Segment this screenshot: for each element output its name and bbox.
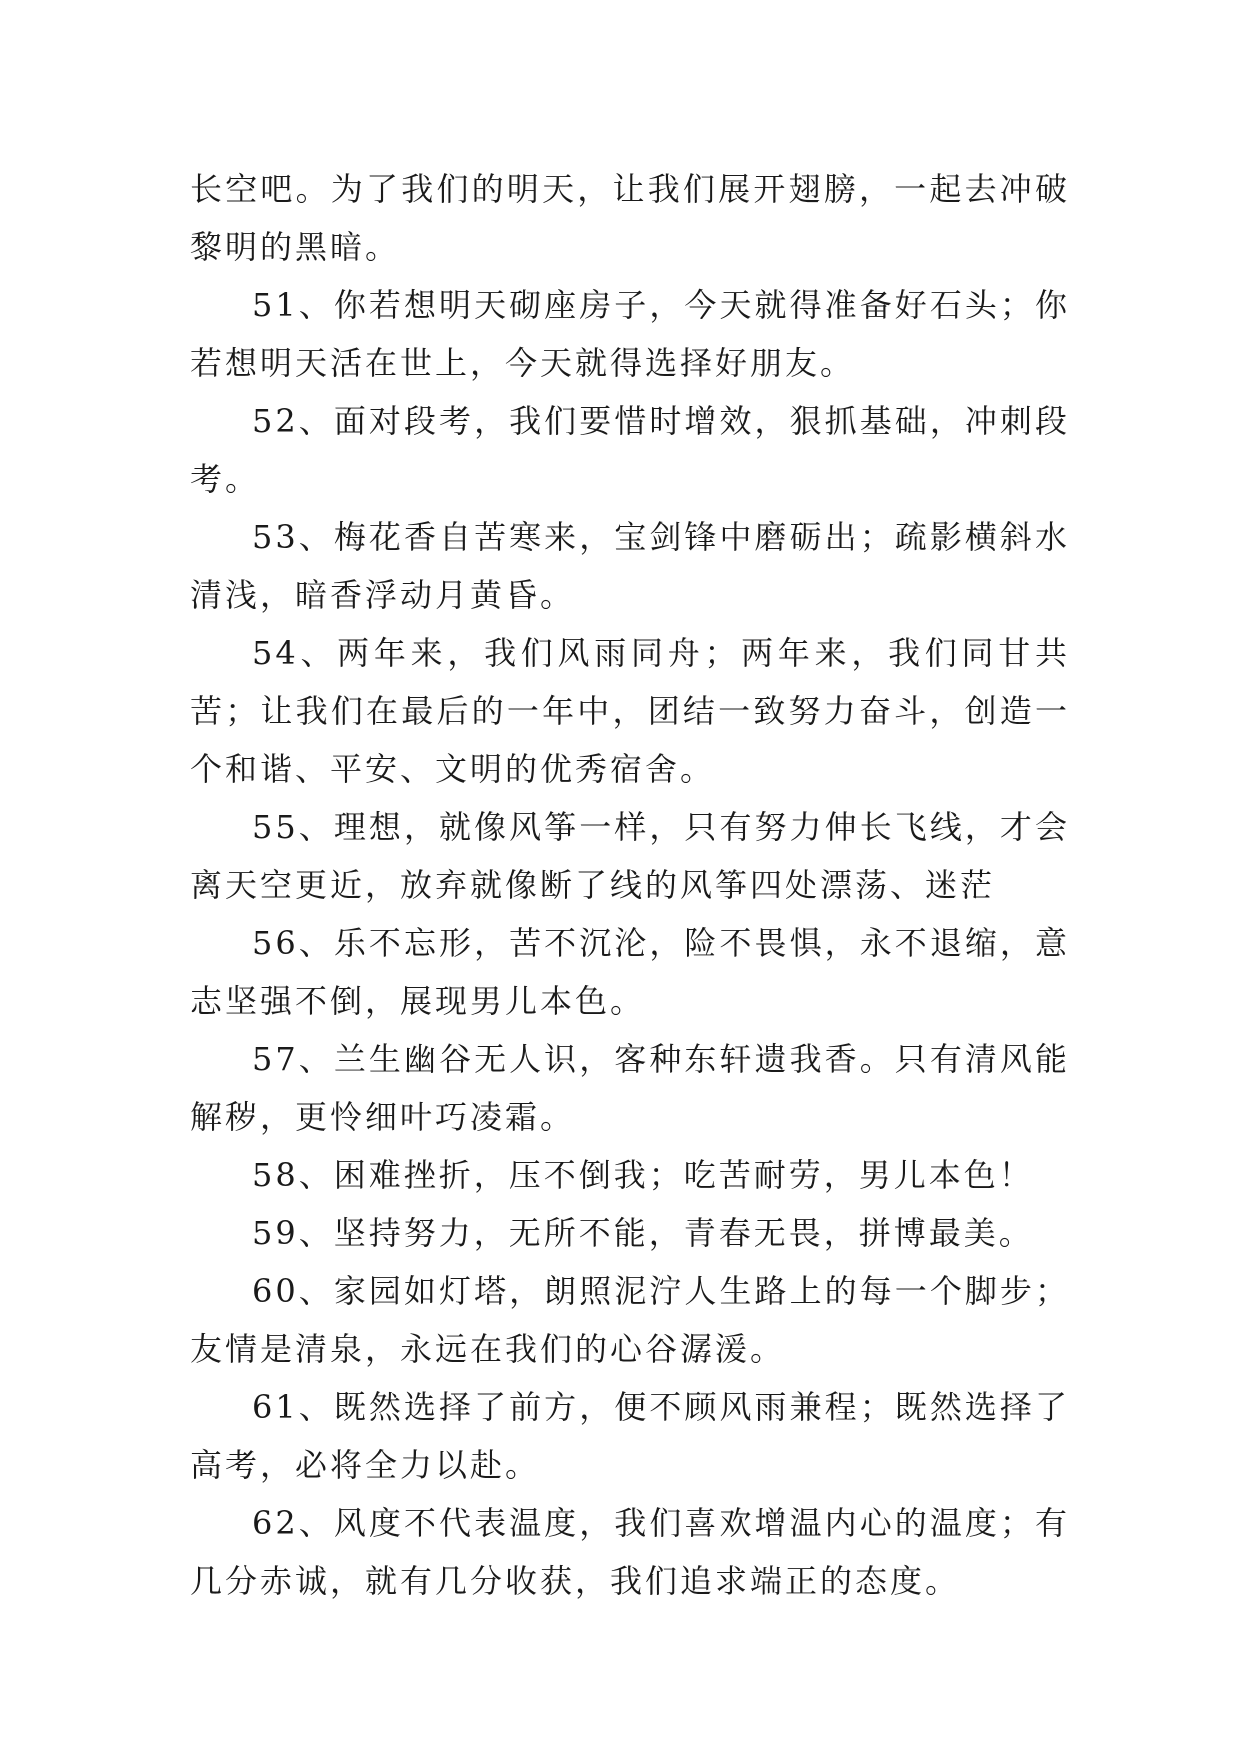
paragraph-continuation: 长空吧。为了我们的明天，让我们展开翅膀，一起去冲破黎明的黑暗。 [190,170,1070,266]
paragraph-59: 59、坚持努力，无所不能，青春无畏，拼博最美。 [252,1214,1034,1252]
document-body [190,160,1070,1610]
paragraph-51: 51、你若想明天砌座房子，今天就得准备好石头；你若想明天活在世上，今天就得选择好朋友。 [190,286,1070,382]
paragraph-56: 56、乐不忘形，苦不沉沦，险不畏惧，永不退缩，意志坚强不倒，展现男儿本色。 [190,924,1070,1020]
paragraph-57: 57、兰生幽谷无人识，客种东轩遗我香。只有清风能解秽，更怜细叶巧凌霜。 [190,1040,1070,1136]
paragraph-61: 61、既然选择了前方，便不顾风雨兼程；既然选择了高考，必将全力以赴。 [190,1388,1070,1484]
paragraph-60: 60、家园如灯塔，朗照泥泞人生路上的每一个脚步；友情是清泉，永远在我们的心谷潺湲。 [190,1272,1070,1368]
paragraph-53: 53、梅花香自苦寒来，宝剑锋中磨砺出；疏影横斜水清浅，暗香浮动月黄昏。 [190,518,1070,614]
paragraph-62: 62、风度不代表温度，我们喜欢增温内心的温度；有几分赤诚，就有几分收获，我们追求端正的态度。 [190,1504,1070,1600]
paragraph-54: 54、两年来，我们风雨同舟；两年来，我们同甘共苦；让我们在最后的一年中，团结一致努力奋斗，创造一个和谐、平安、文明的优秀宿舍。 [190,634,1070,788]
paragraph-52: 52、面对段考，我们要惜时增效，狠抓基础，冲刺段考。 [190,402,1070,498]
paragraph-58: 58、困难挫折，压不倒我；吃苦耐劳，男儿本色！ [252,1156,1034,1194]
paragraph-55: 55、理想，就像风筝一样，只有努力伸长飞线，才会离天空更近，放弃就像断了线的风筝四处漂荡、迷茫 [190,808,1070,904]
